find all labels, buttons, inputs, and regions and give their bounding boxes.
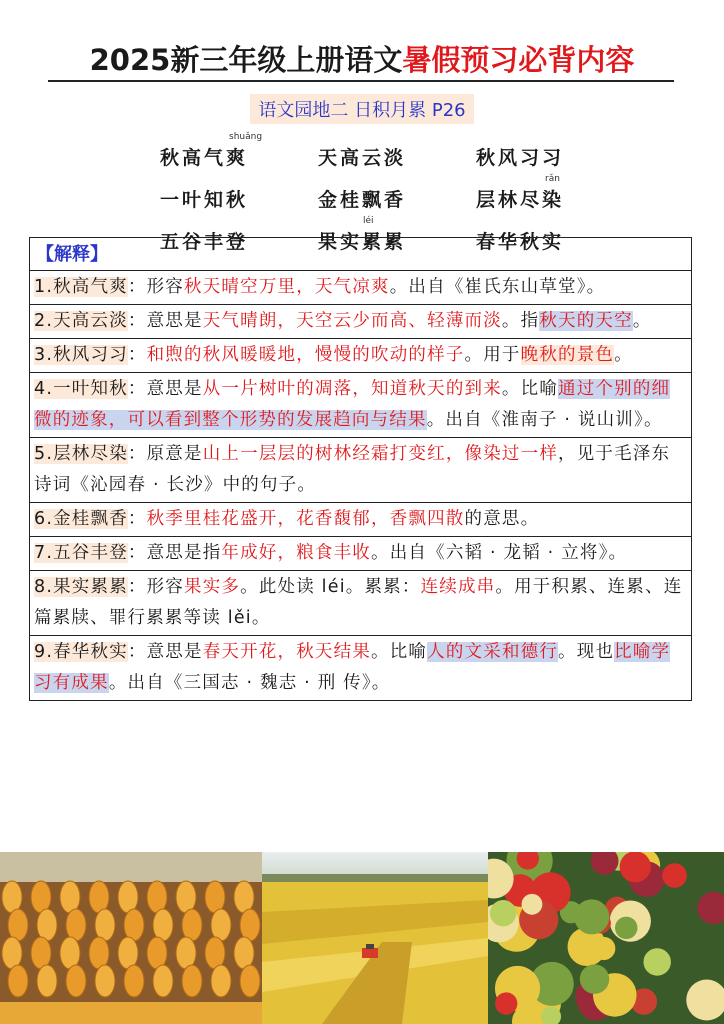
title-underline xyxy=(48,80,674,82)
idiom: 秋风习习 xyxy=(475,147,564,169)
explanation-item: 3.秋风习习：和煦的秋风暖暖地，慢慢的吹动的样子。用于晚秋的景色。 xyxy=(30,339,691,373)
idiom: 天高云淡 xyxy=(317,147,406,169)
corn-harvest-photo xyxy=(0,852,262,1024)
idiom: 春华秋实 xyxy=(475,231,564,253)
explanation-item: 4.一叶知秋：意思是从一片树叶的凋落，知道秋天的到来。比喻通过个别的细微的迹象，可以看到整个形势的发展趋向与结果。出自《淮南子 · 说山训》。 xyxy=(30,373,691,438)
idiom: 金桂飘香 xyxy=(317,189,406,211)
pinyin-annotation: léi xyxy=(363,216,374,226)
page-title xyxy=(0,38,724,79)
title-red: 暑假预习必背内容 xyxy=(402,43,635,77)
idiom: 果实累累 léi xyxy=(317,216,406,253)
idiom-row xyxy=(0,128,724,170)
idiom: 秋高气爽 shuǎng xyxy=(159,132,263,169)
pinyin-annotation: rǎn xyxy=(545,174,560,184)
explanation-item: 1.秋高气爽：形容秋天晴空万里，天气凉爽。出自《崔氏东山草堂》。 xyxy=(30,271,691,305)
idiom-grid xyxy=(0,128,724,254)
wheat-field-harvester-photo xyxy=(262,852,488,1024)
explanation-item: 8.果实累累：形容果实多。此处读 léi。累累：连续成串。用于积累、连累、连篇累牍、罪行累累等读 lěi。 xyxy=(30,571,691,636)
title-black: 2025新三年级上册语文 xyxy=(89,43,403,77)
pinyin-annotation: shuǎng xyxy=(229,132,263,142)
explanation-item: 6.金桂飘香：秋季里桂花盛开，花香馥郁，香飘四散的意思。 xyxy=(30,503,691,537)
explanation-box xyxy=(29,237,692,701)
explanation-item: 9.春华秋实：意思是春天开花，秋天结果。比喻人的文采和德行。现也比喻学习有成果。出自《三国志 · 魏志 · 刑 传》。 xyxy=(30,636,691,701)
explanation-heading: 【解释】 xyxy=(30,238,691,271)
idiom: 一叶知秋 xyxy=(159,189,248,211)
lesson-subtitle: 语文园地二 日积月累 P26 xyxy=(250,94,473,124)
explanation-item: 2.天高云淡：意思是天气晴朗，天空云少而高、轻薄而淡。指秋天的天空。 xyxy=(30,305,691,339)
fruit-pile-photo xyxy=(488,852,724,1024)
explanation-item: 5.层林尽染：原意是山上一层层的树林经霜打变红，像染过一样，见于毛泽东诗词《沁园春 · 长沙》中的句子。 xyxy=(30,438,691,503)
idiom: 五谷丰登 xyxy=(159,231,248,253)
idiom-row xyxy=(0,170,724,212)
explanation-item: 7.五谷丰登：意思是指年成好，粮食丰收。出自《六韬 · 龙韬 · 立将》。 xyxy=(30,537,691,571)
idiom: 层林尽染 rǎn xyxy=(475,174,564,211)
photo-strip xyxy=(0,852,724,1024)
